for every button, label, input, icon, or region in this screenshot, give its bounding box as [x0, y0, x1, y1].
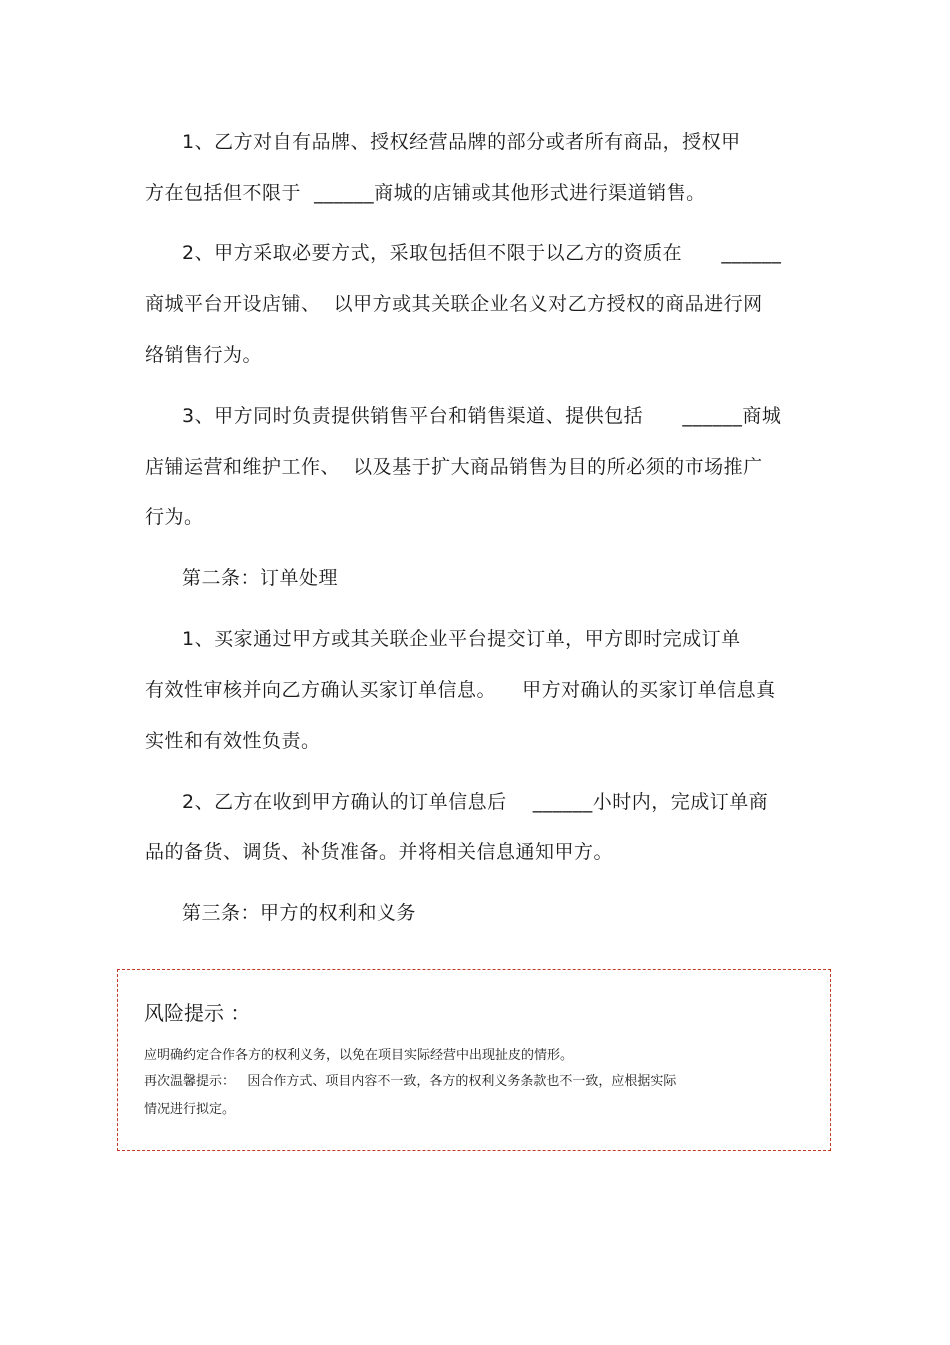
- risk-notice-box: [117, 969, 831, 1151]
- order-clause-1-line-1: 1、买家通过甲方或其关联企业平台提交订单，甲方即时完成订单: [182, 628, 741, 650]
- clause-1-line-2: 方在包括但不限于 ______商城的店铺或其他形式进行渠道销售。: [145, 182, 706, 204]
- risk-notice-line: 情况进行拟定。: [144, 1102, 236, 1117]
- clause-2-line-1: 2、甲方采取必要方式，采取包括但不限于以乙方的资质在 ______: [182, 242, 782, 264]
- clause-2-line-2: 商城平台开设店铺、 以甲方或其关联企业名义对乙方授权的商品进行网: [145, 293, 763, 315]
- order-clause-2-line-2: 品的备货、调货、补货准备。并将相关信息通知甲方。: [145, 841, 614, 863]
- order-clause-2-line-1: 2、乙方在收到甲方确认的订单信息后 ______小时内，完成订单商: [182, 791, 769, 813]
- clause-3-line-1: 3、甲方同时负责提供销售平台和销售渠道、提供包括 ______商城: [182, 405, 782, 427]
- order-clause-1-line-2: 有效性审核并向乙方确认买家订单信息。 甲方对确认的买家订单信息真: [145, 679, 776, 701]
- clause-3-line-2: 店铺运营和维护工作、 以及基于扩大商品销售为目的所必须的市场推广: [145, 456, 763, 478]
- order-clause-1-line-3: 实性和有效性负责。: [145, 730, 321, 752]
- risk-notice-line: 再次温馨提示： 因合作方式、项目内容不一致，各方的权利义务条款也不一致，应根据实际: [144, 1074, 677, 1089]
- clause-3-line-3: 行为。: [145, 506, 204, 528]
- section-heading-party-a-rights: 第三条：甲方的权利和义务: [182, 902, 417, 924]
- clause-1-line-1: 1、乙方对自有品牌、授权经营品牌的部分或者所有商品，授权甲: [182, 131, 741, 153]
- clause-2-line-3: 络销售行为。: [145, 344, 263, 366]
- section-heading-order-processing: 第二条：订单处理: [182, 567, 339, 589]
- risk-notice-title: 风险提示 ：: [144, 1001, 251, 1025]
- risk-notice-line: 应明确约定合作各方的权利义务，以免在项目实际经营中出现扯皮的情形。: [144, 1048, 574, 1063]
